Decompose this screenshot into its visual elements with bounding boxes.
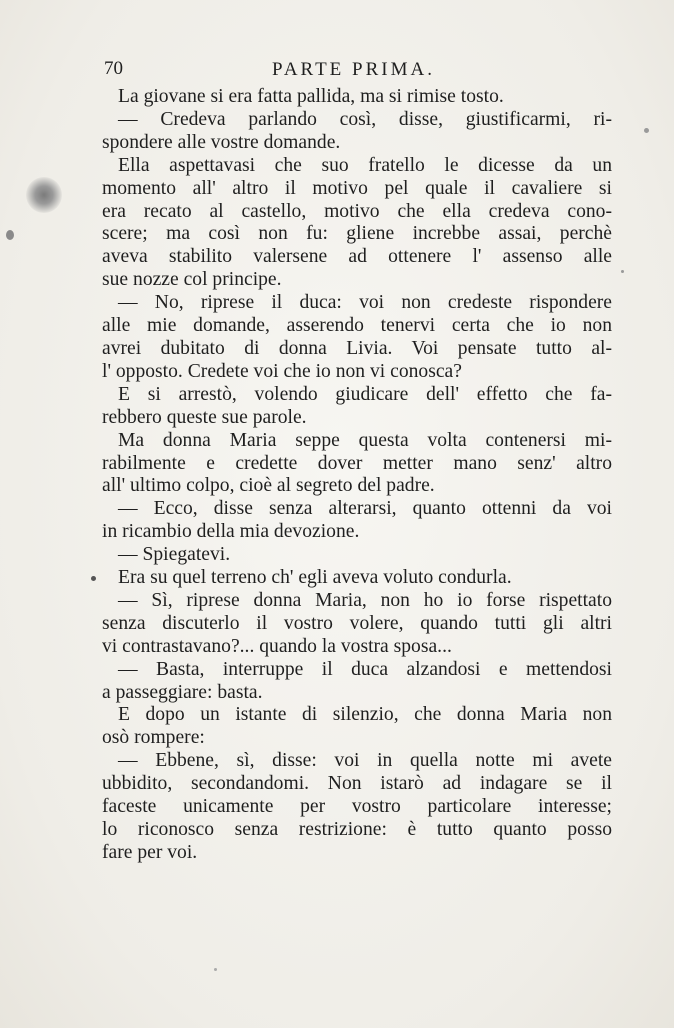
paragraph: [102, 430, 612, 499]
paragraph: [102, 544, 612, 567]
text-line: Era su quel terreno ch' egli aveva voluto condurla.: [118, 567, 512, 589]
text-line: scere; ma così non fu: gliene increbbe assai, perchè: [102, 223, 612, 245]
text-line: — Basta, interruppe il duca alzandosi e mettendosi: [118, 658, 612, 680]
paragraph: [102, 155, 612, 292]
paragraph: [102, 109, 612, 155]
paragraph: [102, 384, 612, 430]
text-line: sue nozze col principe.: [102, 269, 282, 291]
ink-speck: [621, 270, 624, 273]
text-line: — Credeva parlando così, disse, giustificarmi, ri-: [118, 108, 612, 130]
body-text: [102, 86, 612, 865]
running-head: PARTE PRIMA.: [272, 59, 435, 80]
paragraph: [102, 704, 612, 750]
text-line: spondere alle vostre domande.: [102, 131, 341, 153]
text-line: lo riconosco senza restrizione: è tutto quanto posso: [102, 819, 612, 840]
text-line: ubbidito, secondandomi. Non istarò ad indagare se il: [102, 773, 612, 795]
text-line: — Sì, riprese donna Maria, non ho io forse rispettato: [118, 589, 612, 611]
text-line: faceste unicamente per vostro particolare interesse;: [102, 796, 612, 818]
ink-blot: [26, 177, 62, 213]
text-line: momento all' altro il motivo pel quale il cavaliere si: [102, 177, 612, 199]
text-line: senza discuterlo il vostro volere, quando tutti gli altri: [102, 612, 612, 634]
text-line: in ricambio della mia devozione.: [102, 521, 360, 543]
text-line: Ella aspettavasi che suo fratello le dicesse da un: [118, 154, 612, 176]
paragraph: [102, 590, 612, 659]
text-line: — Ebbene, sì, disse: voi in quella notte mi avete: [118, 750, 612, 772]
text-line: alle mie domande, asserendo tenervi certa che io non: [102, 315, 612, 337]
text-line: — Spiegatevi.: [118, 544, 231, 566]
text-line: a passeggiare: basta.: [102, 681, 263, 703]
text-line: La giovane si era fatta pallida, ma si rimise tosto.: [118, 86, 504, 107]
text-line: E si arrestò, volendo giudicare dell' effetto che fa-: [118, 383, 612, 405]
ink-speck: [6, 230, 14, 240]
paragraph: [102, 498, 612, 544]
paragraph: [102, 567, 612, 590]
paragraph: [102, 292, 612, 384]
text-line: aveva stabilito valersene ad ottenere l' assenso alle: [102, 246, 612, 268]
text-line: avrei dubitato di donna Livia. Voi pensate tutto al-: [102, 337, 612, 359]
text-line: era recato al castello, motivo che ella credeva cono-: [102, 200, 612, 222]
text-line: fare per voi.: [102, 841, 198, 863]
text-line: osò rompere:: [102, 727, 205, 749]
text-line: all' ultimo colpo, cioè al segreto del padre.: [102, 475, 435, 497]
ink-speck: [644, 128, 649, 133]
paragraph: [102, 86, 612, 109]
text-line: l' opposto. Credete voi che io non vi conosca?: [102, 360, 462, 382]
ink-speck: [91, 576, 96, 581]
page-number: 70: [104, 58, 123, 79]
text-line: — Ecco, disse senza alterarsi, quanto ottenni da voi: [118, 498, 612, 520]
paragraph: [102, 659, 612, 705]
paragraph: [102, 750, 612, 865]
text-line: vi contrastavano?... quando la vostra sposa...: [102, 635, 452, 657]
text-line: E dopo un istante di silenzio, che donna Maria non: [118, 704, 612, 726]
text-line: rabilmente e credette dover metter mano senz' altro: [102, 452, 612, 474]
page-header: [104, 58, 616, 86]
ink-speck: [214, 968, 217, 971]
text-line: — No, riprese il duca: voi non credeste rispondere: [118, 292, 612, 314]
text-line: Ma donna Maria seppe questa volta contenersi mi-: [118, 429, 612, 451]
text-line: rebbero queste sue parole.: [102, 406, 307, 428]
